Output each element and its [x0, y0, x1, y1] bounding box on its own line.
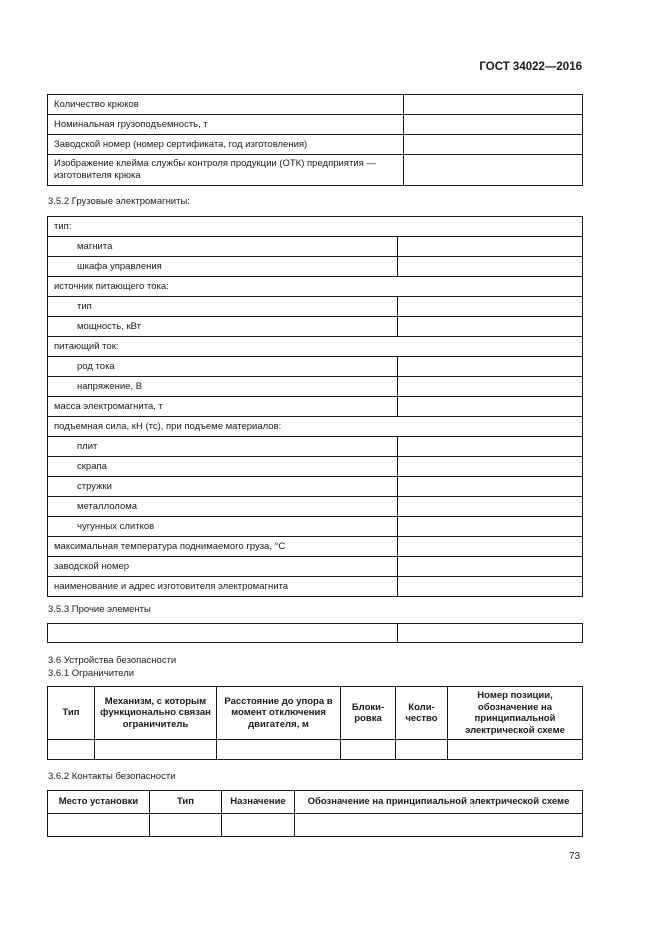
table-row	[48, 317, 583, 337]
row-label: мощность, кВт	[48, 317, 398, 337]
other-elements-table	[47, 623, 583, 643]
value-cell[interactable]	[150, 814, 222, 837]
magnets-table	[47, 216, 583, 597]
value-cell[interactable]	[398, 497, 583, 517]
value-cell[interactable]	[404, 155, 583, 186]
table-row	[48, 557, 583, 577]
value-cell[interactable]	[217, 740, 341, 760]
row-label: максимальная температура поднимаемого груза, °С	[48, 537, 398, 557]
table-row	[48, 457, 583, 477]
table-row	[48, 477, 583, 497]
row-label: Изображение клейма службы контроля продукции (ОТК) предприятия — изготовителя крюка	[48, 155, 404, 186]
row-label: питающий ток:	[48, 337, 583, 357]
table-row	[48, 537, 583, 557]
value-cell[interactable]	[398, 297, 583, 317]
table-row	[48, 337, 583, 357]
table-row	[48, 297, 583, 317]
row-label: тип	[48, 297, 398, 317]
table-row	[48, 95, 583, 115]
hooks-table	[47, 94, 583, 186]
column-header: Блоки-ровка	[341, 687, 396, 740]
table-row	[48, 814, 583, 837]
value-cell[interactable]	[398, 437, 583, 457]
row-label: чугунных слитков	[48, 517, 398, 537]
row-label: магнита	[48, 237, 398, 257]
row-label: напряжение, В	[48, 377, 398, 397]
value-cell[interactable]	[398, 557, 583, 577]
row-label: Номинальная грузоподъемность, т	[48, 115, 404, 135]
value-cell[interactable]	[398, 397, 583, 417]
value-cell[interactable]	[396, 740, 448, 760]
column-header: Номер позиции, обозначение на принципиальной электрической схеме	[448, 687, 583, 740]
column-header: Тип	[150, 791, 222, 814]
table-row	[48, 577, 583, 597]
table-row	[48, 377, 583, 397]
table-row	[48, 237, 583, 257]
section-title: 3.6 Устройства безопасности	[48, 655, 177, 666]
value-cell[interactable]	[398, 577, 583, 597]
section-title: 3.5.2 Грузовые электромагниты:	[48, 196, 190, 207]
column-header: Коли-чество	[396, 687, 448, 740]
table-row	[48, 277, 583, 297]
value-cell[interactable]	[48, 624, 398, 643]
section-title: 3.6.1 Ограничители	[48, 668, 135, 679]
column-header: Тип	[48, 687, 95, 740]
value-cell[interactable]	[48, 740, 95, 760]
row-label: заводской номер	[48, 557, 398, 577]
value-cell[interactable]	[404, 115, 583, 135]
safety-contacts-table	[47, 790, 583, 837]
table-header-row	[48, 791, 583, 814]
value-cell[interactable]	[222, 814, 295, 837]
value-cell[interactable]	[295, 814, 583, 837]
row-label: тип:	[48, 217, 583, 237]
value-cell[interactable]	[448, 740, 583, 760]
table-row	[48, 257, 583, 277]
value-cell[interactable]	[398, 477, 583, 497]
value-cell[interactable]	[398, 457, 583, 477]
value-cell[interactable]	[341, 740, 396, 760]
column-header: Механизм, с которым функционально связан ограничитель	[95, 687, 217, 740]
column-header: Расстояние до упора в момент отключения двигателя, м	[217, 687, 341, 740]
row-label: подъемная сила, кН (тс), при подъеме материалов:	[48, 417, 583, 437]
table-row	[48, 357, 583, 377]
table-row	[48, 624, 583, 643]
value-cell[interactable]	[398, 537, 583, 557]
row-label: источник питающего тока:	[48, 277, 583, 297]
row-label: шкафа управления	[48, 257, 398, 277]
value-cell[interactable]	[398, 517, 583, 537]
value-cell[interactable]	[48, 814, 150, 837]
value-cell[interactable]	[404, 135, 583, 155]
value-cell[interactable]	[95, 740, 217, 760]
row-label: Количество крюков	[48, 95, 404, 115]
row-label: металлолома	[48, 497, 398, 517]
row-label: наименование и адрес изготовителя электромагнита	[48, 577, 398, 597]
value-cell[interactable]	[398, 357, 583, 377]
limiters-table	[47, 686, 583, 760]
column-header: Обозначение на принципиальной электрической схеме	[295, 791, 583, 814]
column-header: Место установки	[48, 791, 150, 814]
section-title: 3.5.3 Прочие элементы	[48, 604, 151, 615]
row-label: Заводской номер (номер сертификата, год изготовления)	[48, 135, 404, 155]
row-label: стружки	[48, 477, 398, 497]
table-row	[48, 397, 583, 417]
table-row	[48, 155, 583, 186]
document-header: ГОСТ 34022—2016	[479, 61, 582, 73]
value-cell[interactable]	[398, 237, 583, 257]
page-number: 73	[569, 851, 581, 862]
value-cell[interactable]	[404, 95, 583, 115]
value-cell[interactable]	[398, 377, 583, 397]
table-row	[48, 517, 583, 537]
row-label: род тока	[48, 357, 398, 377]
section-title: 3.6.2 Контакты безопасности	[48, 771, 176, 782]
table-row	[48, 217, 583, 237]
value-cell[interactable]	[398, 257, 583, 277]
value-cell[interactable]	[398, 624, 583, 643]
row-label: плит	[48, 437, 398, 457]
table-row	[48, 437, 583, 457]
table-row	[48, 497, 583, 517]
table-row	[48, 417, 583, 437]
value-cell[interactable]	[398, 317, 583, 337]
row-label: масса электромагнита, т	[48, 397, 398, 417]
table-row	[48, 115, 583, 135]
column-header: Назначение	[222, 791, 295, 814]
table-row	[48, 135, 583, 155]
table-row	[48, 740, 583, 760]
table-header-row	[48, 687, 583, 740]
row-label: скрапа	[48, 457, 398, 477]
